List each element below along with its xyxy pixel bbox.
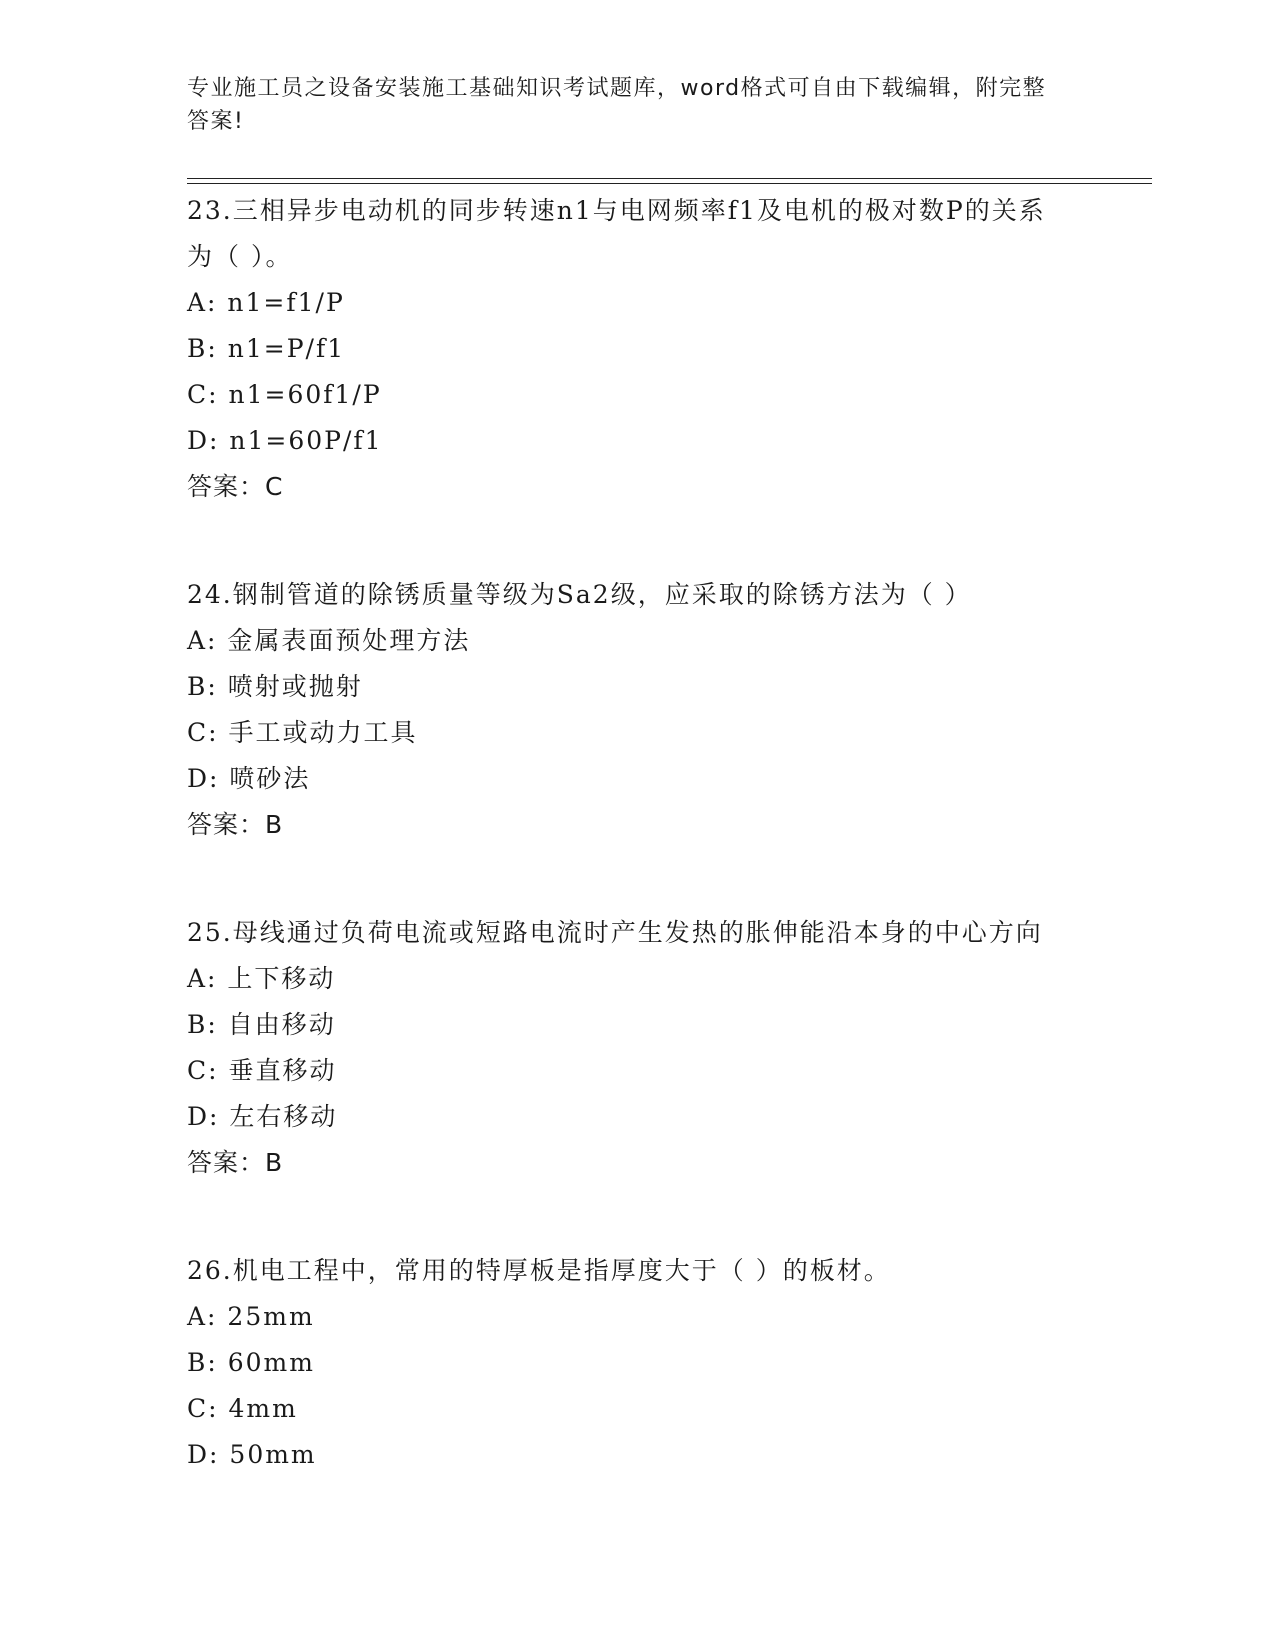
question-list — [187, 188, 1147, 1540]
option-a: A: 金属表面预处理方法 — [187, 626, 471, 655]
header-rule-bottom — [187, 183, 1152, 184]
document-header: 专业施工员之设备安装施工基础知识考试题库，word格式可自由下载编辑，附完整答案! — [187, 76, 1047, 134]
question-25 — [187, 910, 1147, 1186]
question-stem: 24.钢制管道的除锈质量等级为Sa2级，应采取的除锈方法为（ ） — [187, 580, 972, 609]
header-rule-top — [187, 178, 1152, 179]
option-b: B: 喷射或抛射 — [187, 672, 363, 701]
option-d: D: 喷砂法 — [187, 764, 311, 793]
option-b: B: n1=P/f1 — [187, 334, 346, 363]
option-c: C: 手工或动力工具 — [187, 718, 418, 747]
question-23 — [187, 188, 1147, 510]
option-a: A: 25mm — [187, 1302, 315, 1331]
option-d: D: n1=60P/f1 — [187, 426, 383, 455]
question-stem: 26.机电工程中，常用的特厚板是指厚度大于（ ）的板材。 — [187, 1256, 891, 1285]
option-b: B: 60mm — [187, 1348, 315, 1377]
question-stem: 23.三相异步电动机的同步转速n1与电网频率f1及电机的极对数P的关系为（ ）。 — [187, 196, 1046, 271]
question-stem: 25.母线通过负荷电流或短路电流时产生发热的胀伸能沿本身的中心方向 — [187, 918, 1043, 947]
option-c: C: 4mm — [187, 1394, 298, 1423]
option-a: A: n1=f1/P — [187, 288, 345, 317]
option-b: B: 自由移动 — [187, 1010, 336, 1039]
answer-label: 答案：B — [187, 1148, 284, 1177]
question-24 — [187, 572, 1147, 848]
answer-label: 答案：B — [187, 810, 284, 839]
option-d: D: 50mm — [187, 1440, 317, 1469]
option-d: D: 左右移动 — [187, 1102, 338, 1131]
option-c: C: 垂直移动 — [187, 1056, 337, 1085]
answer-label: 答案：C — [187, 472, 284, 501]
option-a: A: 上下移动 — [187, 964, 336, 993]
question-26 — [187, 1248, 1147, 1478]
option-c: C: n1=60f1/P — [187, 380, 382, 409]
